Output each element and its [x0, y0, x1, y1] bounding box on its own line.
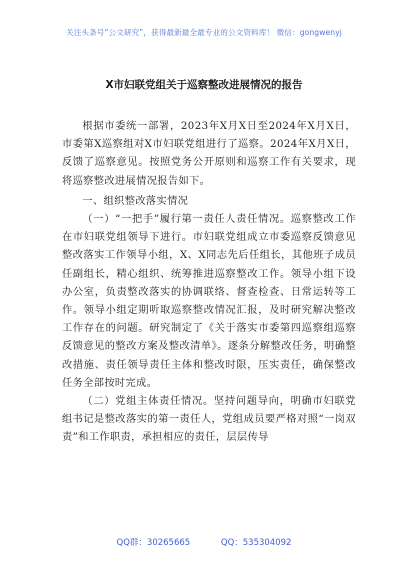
- body-paragraph: （一）“一把手”履行第一责任人责任情况。巡察整改工作在市妇联党组领导下进行。市妇联党组成立市委巡察反馈意见整改落实工作领导小组，X、X同志先后任组长，其他班子成员任副组长，精心组织、统筹推进巡察整改工作。领导小组下设办公室，负责整改落实的协调联络、督查检查、日常运转等工作。领导小组定期听取巡察整改情况汇报，及时研究解决整改工作存在的问题。研究制定了《关于落实市委第四巡察组巡察反馈意见的整改方案及整改清单》。逐条分解整改任务，明确整改措施、责任领导责任主体和整改时限，压实责任，确保整改任务全部按时完成。: [62, 214, 356, 389]
- header-note: 关注头条号“公文研究”，获得最新最全最专业的公文资料库！ 微信：gongwenyj: [66, 28, 342, 37]
- document-body: [62, 118, 356, 448]
- footer-qq-group: QQ群：30265665: [116, 538, 191, 548]
- footer-qq: QQ：535304092: [220, 538, 292, 548]
- section-heading: 一、组织整改落实情况: [82, 195, 189, 207]
- body-paragraph: （二）党组主体责任情况。坚持问题导向，明确市妇联党组书记是整改落实的第一责任人，党组成员要严格对照“一岗双责”和工作职责，承担相应的责任，层层传导: [62, 396, 356, 444]
- intro-paragraph: 根据市委统一部署，2023年X月X日至2024年X月X日，市委第X巡察组对X市妇联党组进行了巡察。2024年X月X日，反馈了巡察意见。按照党务公开原则和巡察工作有关要求，现将巡察整改进展情况报告如下。: [62, 121, 356, 187]
- document-title: X市妇联党组关于巡察整改进展情况的报告: [105, 79, 303, 91]
- footer-contact: [0, 536, 408, 548]
